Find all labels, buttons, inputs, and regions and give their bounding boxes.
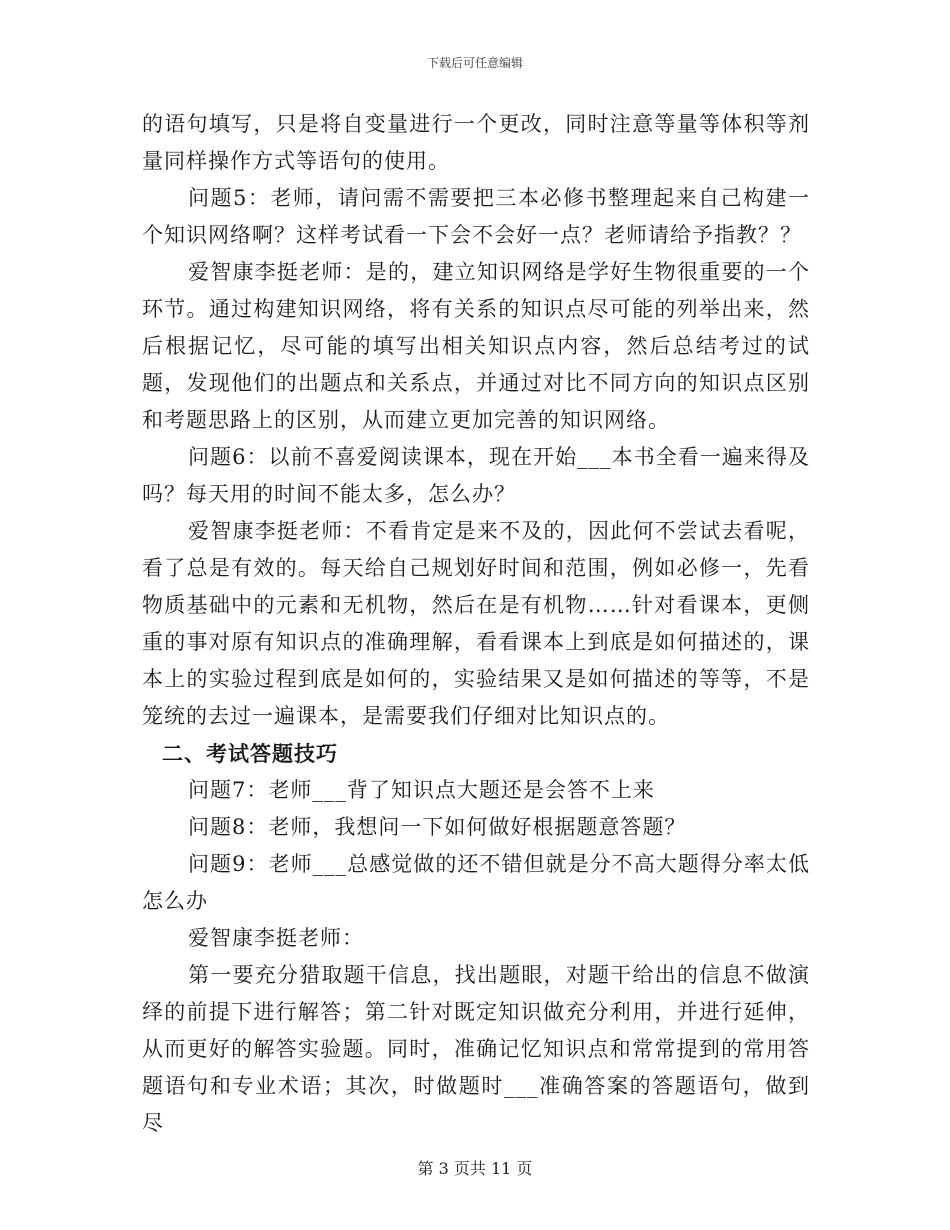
document-body (142, 106, 810, 1142)
paragraph: 问题9：老师___总感觉做的还不错但就是分不高大题得分率太低怎么办 (142, 852, 810, 913)
page-footer: 第 3 页共 11 页 (417, 1159, 533, 1178)
paragraph: 问题6：以前不喜爱阅读课本，现在开始___本书全看一遍来得及吗？每天用的时间不能太多，怎么办？ (142, 445, 810, 506)
paragraph: 爱智康李挺老师：是的，建立知识网络是学好生物很重要的一个环节。通过构建知识网络，将有关系的知识点尽可能的列举出来，然后根据记忆，尽可能的填写出相关知识点内容，然后总结考过的试题，发现他们的出题点和关系点，并通过对比不同方向的知识点区别和考题思路上的区别，从而建立更加完善的知识网络。 (142, 260, 810, 432)
section-heading: 二、考试答题技巧 (162, 741, 338, 766)
paragraph: 问题5：老师，请问需不需要把三本必修书整理起来自己构建一个知识网络啊？这样考试看一下会不会好一点？老师请给予指教？？ (142, 186, 810, 247)
paragraph: 第一要充分猎取题干信息，找出题眼，对题干给出的信息不做演绎的前提下进行解答；第二针对既定知识做充分利用，并进行延伸，从而更好的解答实验题。同时，准确记忆知识点和常常提到的常用答题语句和专业术语；其次，时做题时___准确答案的答题语句，做到尽 (142, 963, 810, 1135)
paragraph: 爱智康李挺老师： (188, 926, 364, 950)
paragraph: 问题8：老师，我想问一下如何做好根据题意答题？ (188, 815, 687, 839)
paragraph: 爱智康李挺老师：不看肯定是来不及的，因此何不尝试去看呢，看了总是有效的。每天给自己规划好时间和范围，例如必修一，先看物质基础中的元素和无机物，然后在是有机物……针对看课本，更侧重的事对原有知识点的准确理解，看看课本上到底是如何描述的，课本上的实验过程到底是如何的，实验结果又是如何描述的等等，不是笼统的去过一遍课本，是需要我们仔细对比知识点的。 (142, 519, 810, 728)
paragraph: 的语句填写，只是将自变量进行一个更改，同时注意等量等体积等剂量同样操作方式等语句的使用。 (142, 112, 810, 173)
paragraph: 问题7：老师___背了知识点大题还是会答不上来 (188, 778, 655, 802)
header-note: 下载后可任意编辑 (426, 56, 523, 70)
